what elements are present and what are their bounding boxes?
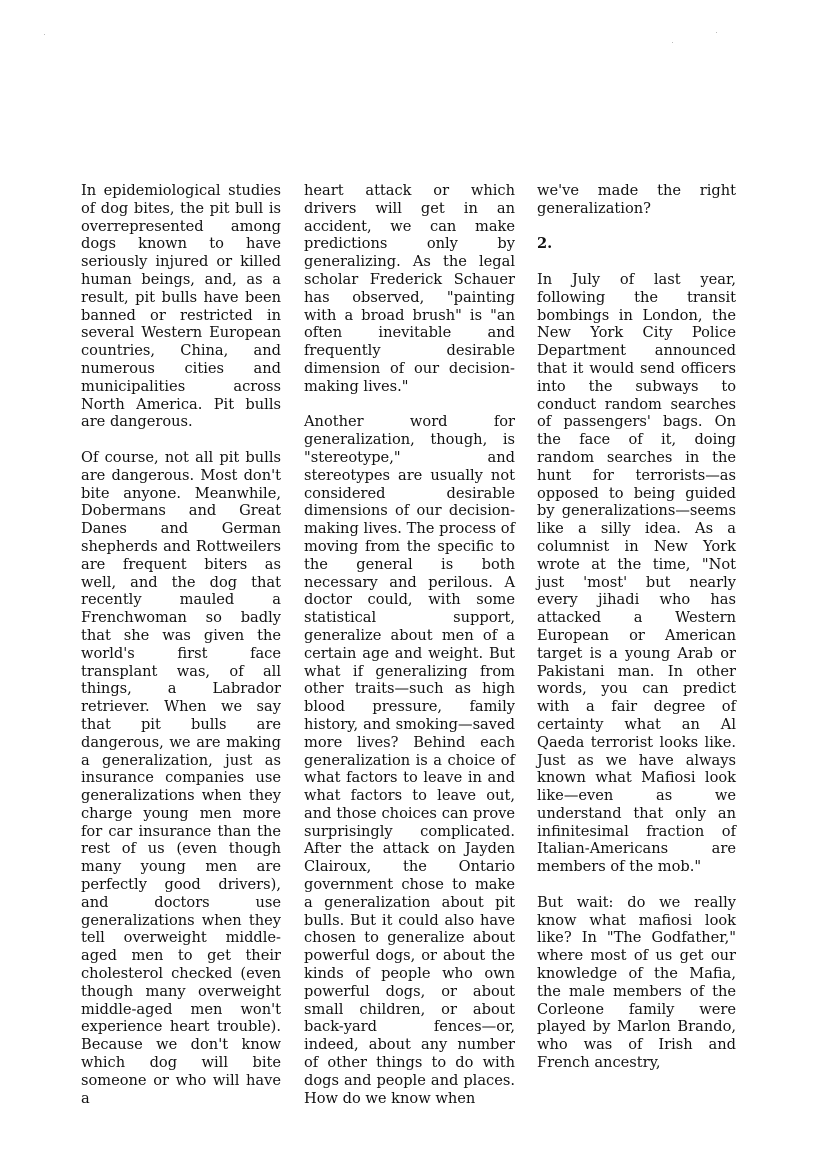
paragraph: Another word for generalization, though, is "stereotype," and stereotypes are usually not considered desirable dimensions of our decision-making lives. The process of moving from the specific to the general is both necessary and perilous. A doctor could, with some statistical support, generalize about men of a certain age and weight. But what if generalizing from other traits—such as high blood pressure, family history, and smoking—saved more lives? Behind each generalization is a choice of what factors to leave in and what factors to leave out, and those choices can prove surprisingly complicated. After the attack on Jayden Clairoux, the Ontario government chose to make a generalization about pit bulls. But it could also have chosen to generalize about powerful dogs, or about the kinds of people who own powerful dogs, or about small children, or about back-yard fences—or, indeed, about any number of other things to do with dogs and people and places. How do we know when [304, 413, 515, 1107]
text-column-3 [537, 182, 736, 1072]
section-number: 2. [537, 235, 553, 253]
text-column-2 [304, 182, 515, 1107]
paragraph: Of course, not all pit bulls are dangerous. Most don't bite anyone. Meanwhile, Dobermans and Great Danes and German shepherds and Rottweilers are frequent biters as well, and the dog that recently mauled a Frenchwoman so badly that she was given the world's first face transplant was, of all things, a Labrador retriever. When we say that pit bulls are dangerous, we are making a generalization, just as insurance companies use generalizations when they charge young men more for car insurance than the rest of us (even though many young men are perfectly good drivers), and doctors use generalizations when they tell overweight middle-aged men to get their cholesterol checked (even though many overweight middle-aged men won't experience heart trouble). Because we don't know which dog will bite someone or who will have a [81, 448, 281, 1107]
scan-speck [672, 42, 673, 43]
text-column-1 [81, 182, 281, 1107]
scan-speck [716, 32, 717, 33]
paragraph: But wait: do we really know what mafiosi look like? In "The Godfather," where most of us get our knowledge of the Mafia, the male members of the Corleone family were played by Marlon Brando, who was of Irish and French ancestry, [537, 893, 736, 1072]
paragraph: In July of last year, following the transit bombings in London, the New York City Police Department announced that it would send officers into the subways to conduct random searches of passengers' bags. On the face of it, doing random searches in the hunt for terrorists—as opposed to being guided by generalizations—seems like a silly idea. As a columnist in New York wrote at the time, "Not just 'most' but nearly every jihadi who has attacked a Western European or American target is a young Arab or Pakistani man. In other words, you can predict with a fair degree of certainty what an Al Qaeda terrorist looks like. Just as we have always known what Mafiosi look like—even as we understand that only an infinitesimal fraction of Italian-Americans are members of the mob." [537, 270, 736, 876]
paragraph: we've made the right generalization? [537, 182, 736, 217]
scan-speck [44, 34, 45, 35]
paragraph: heart attack or which drivers will get in an accident, we can make predictions only by generalizing. As the legal scholar Frederick Schauer has observed, "painting with a broad brush" is "an often inevitable and frequently desirable dimension of our decision-making lives." [304, 182, 515, 395]
paragraph: In epidemiological studies of dog bites, the pit bull is overrepresented among dogs known to have seriously injured or killed human beings, and, as a result, pit bulls have been banned or restricted in several Western European countries, China, and numerous cities and municipalities across North America. Pit bulls are dangerous. [81, 182, 281, 431]
